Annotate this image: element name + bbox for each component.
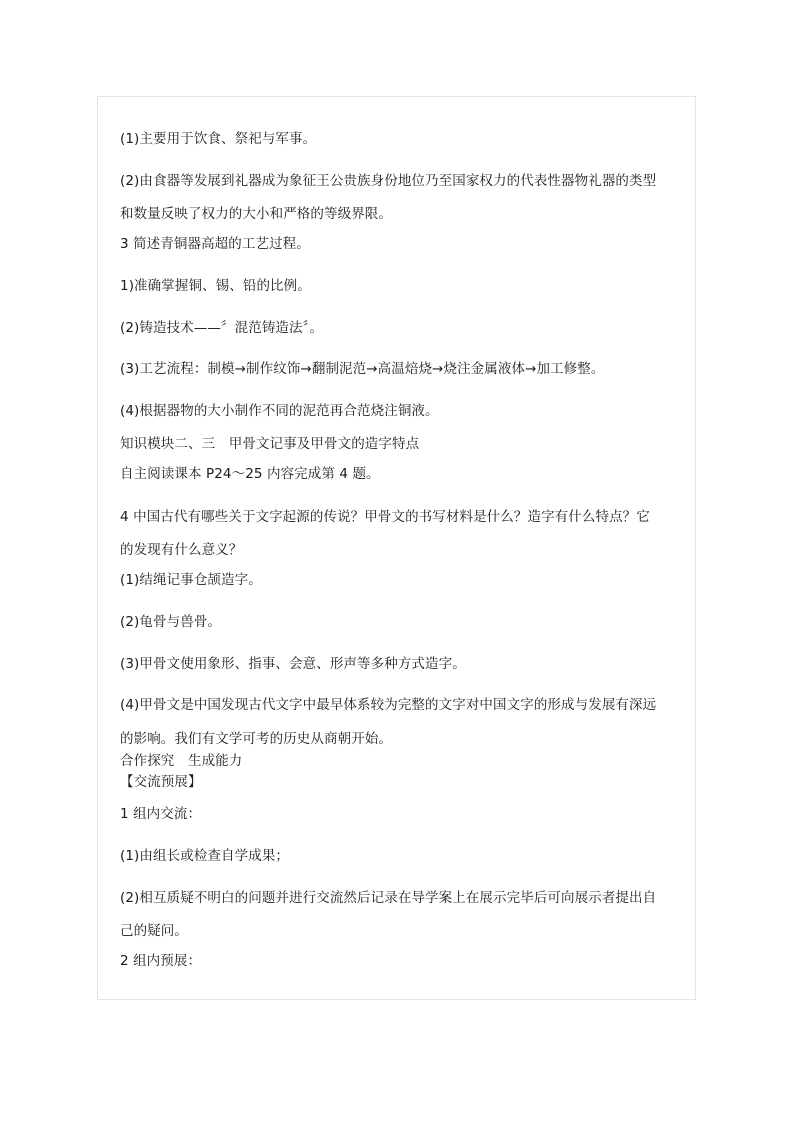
text-line: (1)由组长或检查自学成果； [120,848,290,864]
section-heading: 【交流预展】 [120,774,202,790]
section-heading: 知识模块二、三 甲骨文记事及甲骨文的造字特点 [120,436,420,452]
text-line: 2 组内预展： [120,953,202,969]
section-heading: 合作探究 生成能力 [120,753,243,769]
text-line: (1)主要用于饮食、祭祀与军事。 [120,131,317,147]
text-line: (2)龟骨与兽骨。 [120,614,222,630]
text-line: 3 简述青铜器高超的工艺过程。 [120,236,310,252]
text-line: (4)根据器物的大小制作不同的泥范再合范烧注铜液。 [120,403,439,419]
text-line: (1)结绳记事仓颉造字。 [120,572,262,588]
text-line: 和数量反映了权力的大小和严格的等级界限。 [120,206,392,222]
text-line: 1)准确掌握铜、锡、铅的比例。 [120,278,311,294]
text-line: (2)相互质疑不明白的问题并进行交流然后记录在导学案上在展示完毕后可向展示者提出自 [120,890,657,906]
text-line: 1 组内交流： [120,806,202,822]
text-line: (3)工艺流程：制模→制作纹饰→翻制泥范→高温焙烧→烧注金属液体→加工修整。 [120,361,605,377]
text-line: (3)甲骨文使用象形、指事、会意、形声等多种方式造字。 [120,656,466,672]
text-line: 4 中国古代有哪些关于文字起源的传说？甲骨文的书写材料是什么？造字有什么特点？它 [120,509,650,525]
text-line: 己的疑问。 [120,923,188,939]
text-line: 的影响。我们有文学可考的历史从商朝开始。 [120,731,392,747]
text-line: (2)铸造技术——〞混范铸造法〞。 [120,320,324,336]
text-line: (2)由食器等发展到礼器成为象征王公贵族身份地位乃至国家权力的代表性器物礼器的类型 [120,173,657,189]
text-line: 的发现有什么意义？ [120,542,243,558]
text-line: (4)甲骨文是中国发现古代文字中最早体系较为完整的文字对中国文字的形成与发展有深远 [120,697,657,713]
text-line: 自主阅读课本 P24～25 内容完成第 4 题。 [120,466,380,482]
